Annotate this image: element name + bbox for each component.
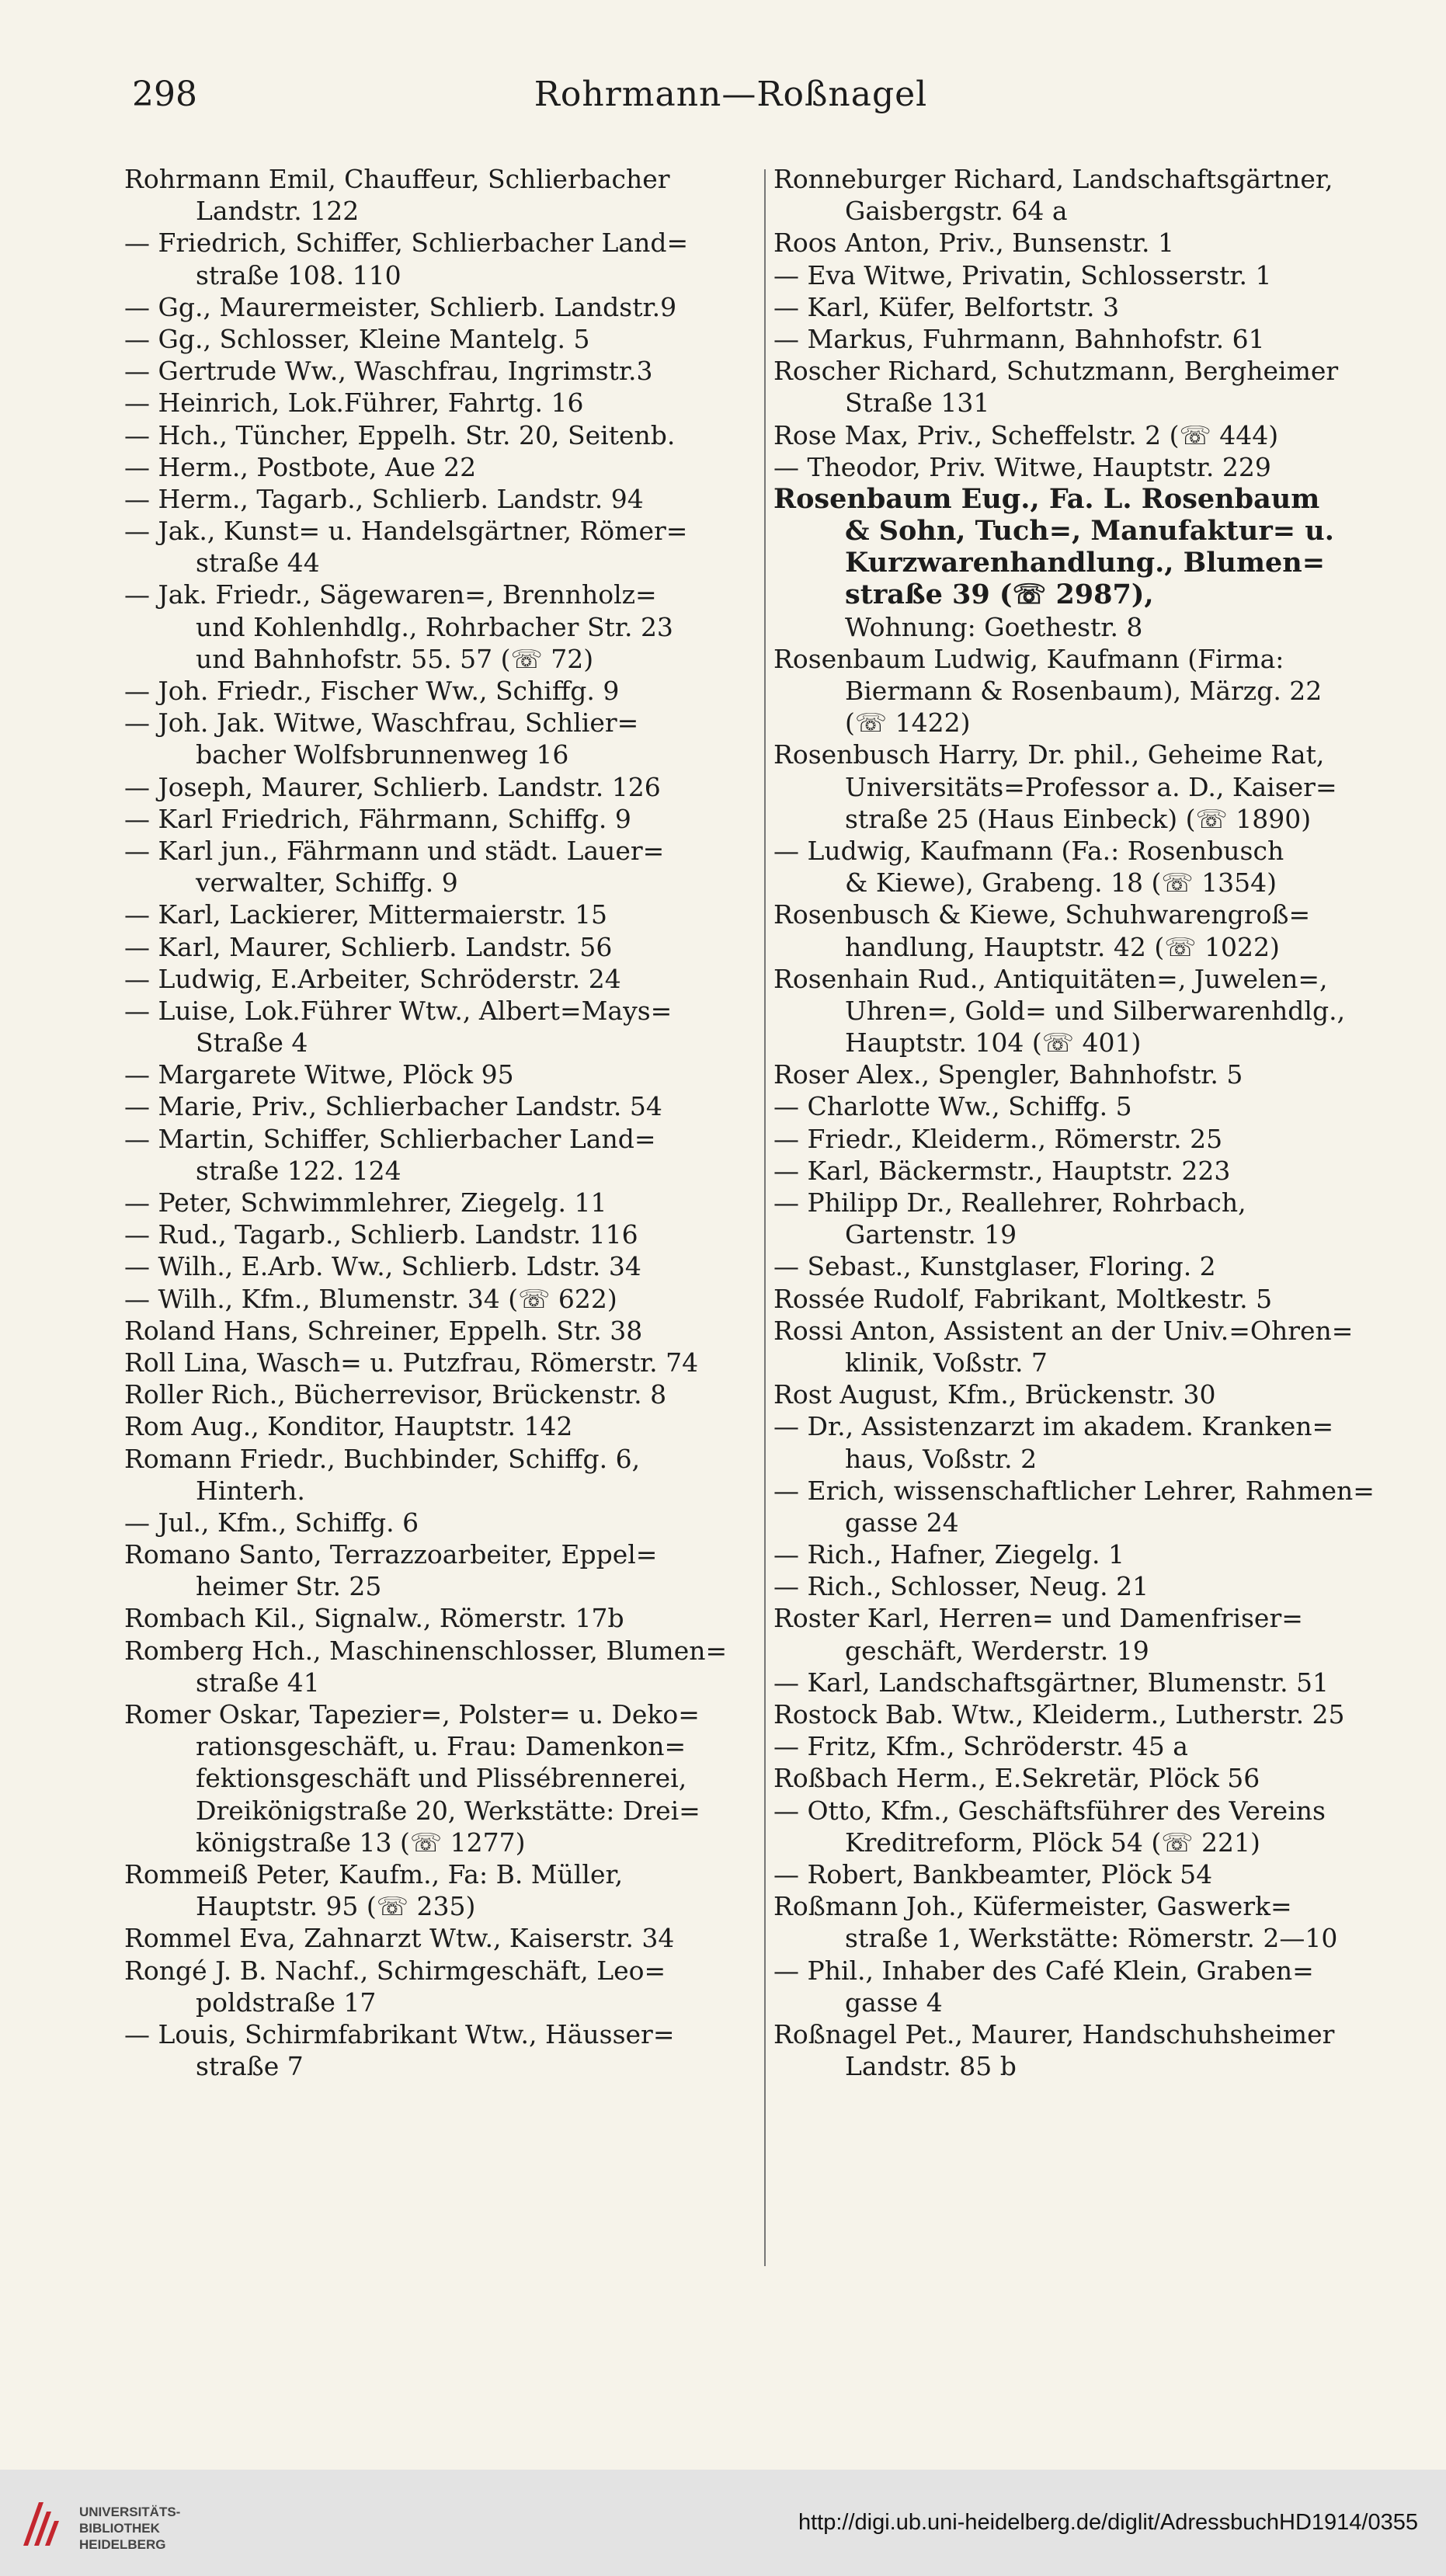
directory-entry-line: — Fritz, Kfm., Schröderstr. 45 a — [773, 1731, 1188, 1762]
entry-continuation-line: & Kiewe), Grabeng. 18 (☏ 1354) — [845, 867, 1277, 899]
entry-continuation-line: und Kohlenhdlg., Rohrbacher Str. 23 — [196, 611, 673, 642]
entry-continuation-line: Dreikönigstraße 20, Werkstätte: Drei= — [196, 1795, 700, 1826]
directory-entry-line: — Gg., Schlosser, Kleine Mantelg. 5 — [124, 323, 590, 354]
entry-continuation-line: Kreditreform, Plöck 54 (☏ 221) — [845, 1827, 1260, 1858]
directory-entry-line: — Jak. Friedr., Sägewaren=, Brennholz= — [124, 579, 657, 610]
directory-entry-line: — Herm., Postbote, Aue 22 — [124, 451, 477, 482]
entry-continuation-line: verwalter, Schiffg. 9 — [196, 867, 458, 899]
library-name — [79, 2504, 180, 2553]
directory-entry-line: Rohrmann Emil, Chauffeur, Schlierbacher — [124, 164, 670, 194]
directory-entry-line: — Wilh., Kfm., Blumenstr. 34 (☏ 622) — [124, 1283, 617, 1314]
directory-entry-line: — Karl, Lackierer, Mittermaierstr. 15 — [124, 899, 608, 930]
entry-continuation-line: und Bahnhofstr. 55. 57 (☏ 72) — [196, 643, 594, 674]
directory-entry-line: — Ludwig, Kaufmann (Fa.: Rosenbusch — [773, 835, 1284, 866]
directory-entry-line: — Karl, Landschaftsgärtner, Blumenstr. 51 — [773, 1667, 1330, 1698]
directory-entry-line: — Markus, Fuhrmann, Bahnhofstr. 61 — [773, 323, 1265, 354]
entry-continuation-line: gasse 4 — [845, 1987, 943, 2018]
directory-entry-line: Rom Aug., Konditor, Hauptstr. 142 — [124, 1411, 573, 1442]
directory-entry-line: Roster Karl, Herren= und Damenfriser= — [773, 1603, 1303, 1634]
directory-entry-line: Rosenhain Rud., Antiquitäten=, Juwelen=, — [773, 963, 1328, 994]
directory-entry-line: — Dr., Assistenzarzt im akadem. Kranken= — [773, 1411, 1334, 1442]
entry-continuation-line: straße 122. 124 — [196, 1155, 401, 1186]
column-divider — [764, 169, 766, 2266]
directory-entry-line: Rommel Eva, Zahnarzt Wtw., Kaiserstr. 34 — [124, 1923, 675, 1954]
entry-continuation-line: Gaisbergstr. 64 a — [845, 196, 1068, 227]
entry-continuation-line: (☏ 1422) — [845, 707, 971, 739]
directory-entry-line: — Marie, Priv., Schlierbacher Landstr. 54 — [124, 1091, 662, 1122]
directory-entry-line: — Margarete Witwe, Plöck 95 — [124, 1059, 514, 1090]
directory-entry-line: — Jul., Kfm., Schiffg. 6 — [124, 1507, 419, 1538]
directory-entry-line: — Rud., Tagarb., Schlierb. Landstr. 116 — [124, 1219, 638, 1250]
entry-continuation-line: haus, Voßstr. 2 — [845, 1443, 1038, 1474]
library-name-line: HEIDELBERG — [79, 2537, 166, 2552]
directory-entry-line: — Joh. Friedr., Fischer Ww., Schiffg. 9 — [124, 676, 620, 706]
directory-entry-line: — Philipp Dr., Reallehrer, Rohrbach, — [773, 1187, 1246, 1218]
directory-entry-line: — Karl, Bäckermstr., Hauptstr. 223 — [773, 1155, 1231, 1186]
entry-continuation-line: straße 39 (☏ 2987), — [845, 579, 1154, 611]
directory-entry-line: — Herm., Tagarb., Schlierb. Landstr. 94 — [124, 483, 644, 514]
directory-entry-line: — Jak., Kunst= u. Handelsgärtner, Römer= — [124, 516, 688, 547]
directory-entry-line: — Heinrich, Lok.Führer, Fahrtg. 16 — [124, 388, 584, 419]
right-column — [773, 163, 1395, 2082]
entry-continuation-line: Straße 131 — [845, 388, 990, 419]
entry-continuation-line: Straße 4 — [196, 1027, 308, 1059]
entry-continuation-line: straße 7 — [196, 2051, 304, 2082]
directory-entry-line: — Friedr., Kleiderm., Römerstr. 25 — [773, 1123, 1223, 1154]
directory-entry-line: Roos Anton, Priv., Bunsenstr. 1 — [773, 228, 1174, 259]
entry-continuation-line: fektionsgeschäft und Plissébrennerei, — [196, 1763, 687, 1794]
directory-entry-line: Rosenbaum Ludwig, Kaufmann (Firma: — [773, 643, 1284, 674]
directory-entry-line: — Luise, Lok.Führer Wtw., Albert=Mays= — [124, 995, 673, 1026]
entry-continuation-line: gasse 24 — [845, 1507, 959, 1538]
directory-entry-line: — Otto, Kfm., Geschäftsführer des Vereins — [773, 1795, 1326, 1826]
directory-entry-line: Roßmann Joh., Küfermeister, Gaswerk= — [773, 1891, 1292, 1922]
library-name-line: BIBLIOTHEK — [79, 2521, 160, 2536]
entry-continuation-line: heimer Str. 25 — [196, 1571, 382, 1602]
directory-entry-line: Rossée Rudolf, Fabrikant, Moltkestr. 5 — [773, 1283, 1273, 1314]
directory-entry-line: — Karl, Küfer, Belfortstr. 3 — [773, 291, 1119, 322]
entry-continuation-line: königstraße 13 (☏ 1277) — [196, 1827, 526, 1858]
directory-entry-line: — Charlotte Ww., Schiffg. 5 — [773, 1091, 1132, 1122]
directory-entry-line: — Joh. Jak. Witwe, Waschfrau, Schlier= — [124, 707, 639, 739]
university-library-logo-icon — [17, 2496, 67, 2550]
directory-entry-line: — Joseph, Maurer, Schlierb. Landstr. 126 — [124, 771, 661, 802]
directory-entry-line: — Robert, Bankbeamter, Plöck 54 — [773, 1858, 1213, 1889]
directory-entry-line: Ronneburger Richard, Landschaftsgärtner, — [773, 164, 1333, 194]
directory-entry-line: — Wilh., E.Arb. Ww., Schlierb. Ldstr. 34 — [124, 1251, 641, 1282]
entry-continuation-line: Biermann & Rosenbaum), Märzg. 22 — [845, 676, 1323, 706]
directory-entry-line: — Karl Friedrich, Fährmann, Schiffg. 9 — [124, 803, 631, 834]
directory-entry-line: — Martin, Schiffer, Schlierbacher Land= — [124, 1123, 656, 1154]
directory-entry-line: Romano Santo, Terrazzoarbeiter, Eppel= — [124, 1539, 658, 1570]
entry-continuation-line: Universitäts=Professor a. D., Kaiser= — [845, 771, 1337, 802]
directory-entry-line: — Gg., Maurermeister, Schlierb. Landstr.9 — [124, 291, 677, 322]
directory-entry-line: Roser Alex., Spengler, Bahnhofstr. 5 — [773, 1059, 1243, 1090]
directory-entry-line: — Peter, Schwimmlehrer, Ziegelg. 11 — [124, 1187, 607, 1218]
entry-continuation-line: Gartenstr. 19 — [845, 1219, 1017, 1250]
directory-entry-line: — Ludwig, E.Arbeiter, Schröderstr. 24 — [124, 963, 621, 994]
directory-entry-line: Rongé J. B. Nachf., Schirmgeschäft, Leo= — [124, 1955, 666, 1986]
directory-entry-line: Rostock Bab. Wtw., Kleiderm., Lutherstr. 25 — [773, 1699, 1345, 1730]
entry-continuation-line: Hinterh. — [196, 1475, 305, 1506]
entry-continuation-line: straße 44 — [196, 548, 320, 579]
entry-continuation-line: klinik, Voßstr. 7 — [845, 1347, 1048, 1378]
entry-continuation-line: bacher Wolfsbrunnenweg 16 — [196, 739, 569, 770]
directory-entry-line: — Phil., Inhaber des Café Klein, Graben= — [773, 1955, 1314, 1986]
directory-entry-line: — Erich, wissenschaftlicher Lehrer, Rahmen= — [773, 1475, 1375, 1506]
directory-entry-line: Romann Friedr., Buchbinder, Schiffg. 6, — [124, 1443, 641, 1474]
entry-continuation-line: Hauptstr. 95 (☏ 235) — [196, 1891, 476, 1922]
entry-continuation-line: straße 108. 110 — [196, 259, 401, 290]
entry-continuation-line: Hauptstr. 104 (☏ 401) — [845, 1027, 1142, 1059]
directory-entry-line: Roßnagel Pet., Maurer, Handschuhsheimer — [773, 2018, 1335, 2049]
directory-entry-line: Rose Max, Priv., Scheffelstr. 2 (☏ 444) — [773, 419, 1279, 450]
source-url-link[interactable]: http://digi.ub.uni-heidelberg.de/diglit/AdressbuchHD1914/0355 — [798, 2510, 1418, 2535]
directory-entry-line: — Hch., Tüncher, Eppelh. Str. 20, Seitenb. — [124, 419, 676, 450]
directory-entry-line: Romer Oskar, Tapezier=, Polster= u. Deko= — [124, 1699, 700, 1730]
directory-entry-line: — Rich., Schlosser, Neug. 21 — [773, 1571, 1149, 1602]
directory-entry-line: — Friedrich, Schiffer, Schlierbacher Land= — [124, 228, 689, 259]
directory-entry-line: Roll Lina, Wasch= u. Putzfrau, Römerstr. 74 — [124, 1347, 699, 1378]
directory-entry-line: — Theodor, Priv. Witwe, Hauptstr. 229 — [773, 451, 1271, 482]
directory-entry-line: Roscher Richard, Schutzmann, Bergheimer — [773, 356, 1339, 387]
directory-entry-line: Rost August, Kfm., Brückenstr. 30 — [773, 1379, 1216, 1410]
directory-entry-line: — Rich., Hafner, Ziegelg. 1 — [773, 1539, 1124, 1570]
directory-entry-line: — Gertrude Ww., Waschfrau, Ingrimstr.3 — [124, 356, 653, 387]
directory-entry-line: Rommeiß Peter, Kaufm., Fa: B. Müller, — [124, 1858, 624, 1889]
directory-entry-line: — Karl, Maurer, Schlierb. Landstr. 56 — [124, 931, 613, 962]
running-title: Rohrmann—Roßnagel — [534, 75, 928, 114]
entry-continuation-line: straße 1, Werkstätte: Römerstr. 2—10 — [845, 1923, 1338, 1954]
directory-entry-line: — Louis, Schirmfabrikant Wtw., Häusser= — [124, 2018, 675, 2049]
entry-continuation-line: handlung, Hauptstr. 42 (☏ 1022) — [845, 931, 1280, 962]
directory-entry-line: Romberg Hch., Maschinenschlosser, Blumen= — [124, 1635, 728, 1666]
directory-entry-line: Rombach Kil., Signalw., Römerstr. 17b — [124, 1603, 624, 1634]
entry-continuation-line: straße 41 — [196, 1667, 320, 1698]
footer-bar — [0, 2470, 1446, 2576]
directory-entry-line: Roßbach Herm., E.Sekretär, Plöck 56 — [773, 1763, 1260, 1794]
page-header — [124, 75, 1337, 129]
directory-entry-line: — Eva Witwe, Privatin, Schlosserstr. 1 — [773, 259, 1272, 290]
directory-entry-line: Roller Rich., Bücherrevisor, Brückenstr. 8 — [124, 1379, 667, 1410]
directory-entry-line: — Sebast., Kunstglaser, Floring. 2 — [773, 1251, 1216, 1282]
entry-continuation-line: geschäft, Werderstr. 19 — [845, 1635, 1149, 1666]
directory-entry-line: Roland Hans, Schreiner, Eppelh. Str. 38 — [124, 1315, 643, 1346]
left-column — [124, 163, 753, 2082]
directory-entry-line: Rosenbaum Eug., Fa. L. Rosenbaum — [773, 482, 1320, 515]
entry-continuation-line: Landstr. 122 — [196, 196, 360, 227]
entry-continuation-line: Kurzwarenhandlung., Blumen= — [845, 547, 1326, 579]
entry-continuation-line: & Sohn, Tuch=, Manufaktur= u. — [845, 515, 1334, 548]
entry-continuation-line: Wohnung: Goethestr. 8 — [845, 611, 1143, 642]
entry-continuation-line: Landstr. 85 b — [845, 2051, 1017, 2082]
entry-continuation-line: Uhren=, Gold= und Silberwarenhdlg., — [845, 995, 1346, 1026]
entry-continuation-line: straße 25 (Haus Einbeck) (☏ 1890) — [845, 803, 1312, 834]
page-number: 298 — [132, 75, 197, 114]
directory-entry-line: Rosenbusch Harry, Dr. phil., Geheime Rat, — [773, 739, 1325, 770]
library-name-line: UNIVERSITÄTS- — [79, 2505, 181, 2519]
entry-continuation-line: poldstraße 17 — [196, 1987, 377, 2018]
entry-continuation-line: rationsgeschäft, u. Frau: Damenkon= — [196, 1731, 687, 1762]
directory-entry-line: Rosenbusch & Kiewe, Schuhwarengroß= — [773, 899, 1311, 930]
directory-entry-line: Rossi Anton, Assistent an der Univ.=Ohren= — [773, 1315, 1354, 1346]
directory-entry-line: — Karl jun., Fährmann und städt. Lauer= — [124, 835, 665, 866]
